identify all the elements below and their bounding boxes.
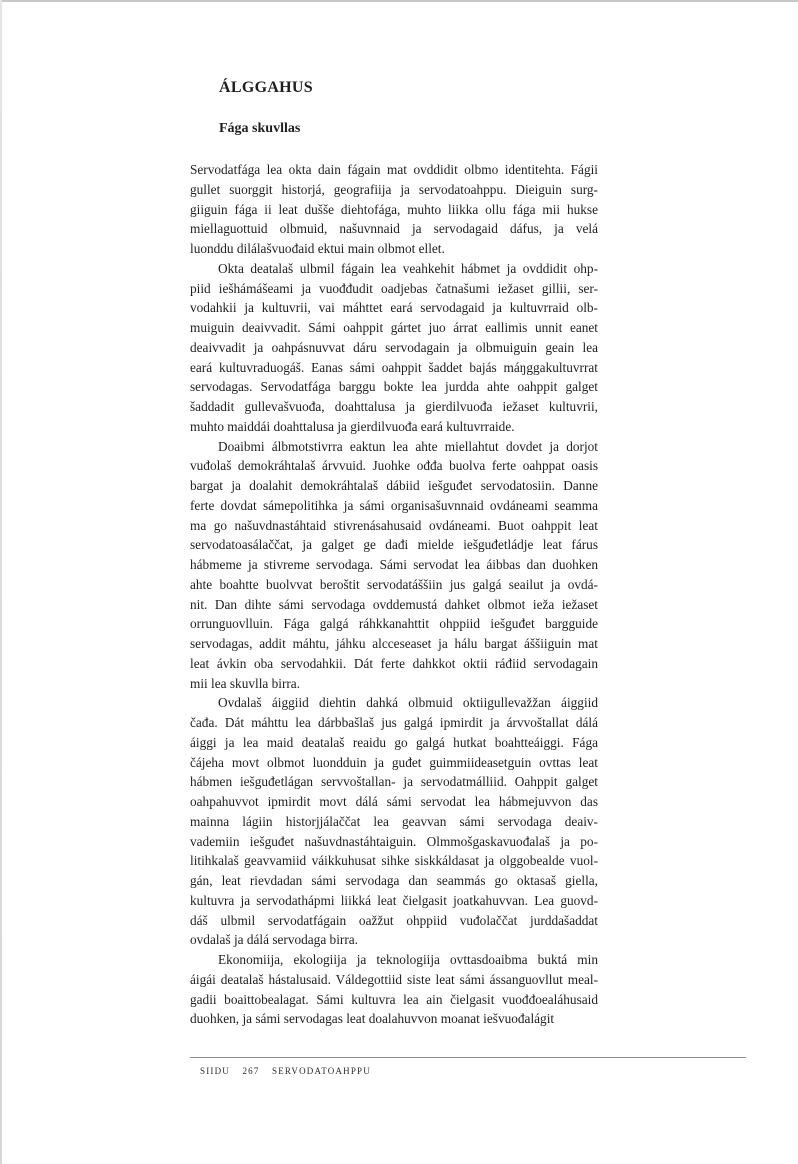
text-line: gadii boaittobealagat. Sámi kultuvra lea ain čielgasit vuođđoealáhusaid <box>190 991 598 1007</box>
text-line: luonddu dilálašvuođaid ektui main olbmot ellet. <box>190 241 445 256</box>
text-line: duohken, ja sámi servodagas leat doalahuvvon moanat iešvuođalágit <box>190 1011 555 1027</box>
text-line: muiguin deaivvadit. Sámi oahppit gártet juo árrat eallimis unnit eanet <box>190 320 598 335</box>
paragraph <box>190 950 598 1029</box>
text-line: áigái deatalaš hástalusaid. Váldegottiid siste leat sámi ássanguovllut meal- <box>190 971 598 987</box>
text-line: eará kultuvraduogáš. Eanas sámi oahppit šaddet bajás máŋggakultuvrrat <box>190 359 598 375</box>
text-line: servodatoasálaččat, ja galget ge dađi mielde iešguđetládje leat fárus <box>190 537 598 553</box>
text-line: oahpahuvvot ipmirdit movt dálá sámi servodat lea hábmejuvvon das <box>190 794 598 809</box>
footer-page-number: 267 <box>242 1066 260 1076</box>
text-line: Servodatfága lea okta dain fágain mat ovddidit olbmo identitehta. Fágii <box>190 162 598 177</box>
text-line: Ovdalaš áiggiid diehtin dahká olbmuid oktiigullevažžan áiggiid <box>218 695 598 711</box>
text-line: ahte boahtte buolvvat beroštit servodatáššiin jus galgá seailut ja ovdá- <box>190 576 598 592</box>
text-line: hábmen iešguđetlágan servvoštallan- ja servodatmálliid. Oahppit galget <box>190 774 598 790</box>
text-line: bargat ja doalahit demokráhtalaš dábiid iešguđet servodatosiin. Danne <box>190 478 598 493</box>
text-line: piid iešhámášeami ja vuođđudit oadjebas čatnašumi iežaset gillii, ser- <box>190 280 598 296</box>
text-line: gullet suorggit historjá, geografiija ja servodatoahppu. Dieiguin surg- <box>190 181 598 197</box>
text-line: Doaibmi álbmotstivrra eaktun lea ahte miellahtut dovdet ja dorjot <box>218 438 598 454</box>
text-line: vuđolaš demokráhtalaš árvvuid. Juohke ođđa buolva ferte oahppat oasis <box>190 458 598 474</box>
text-line: leat ávkin oba servodahkii. Dát ferte dahkkot oktii ráđiid servodagain <box>190 655 598 671</box>
text-line: deaivvadit ja oahpásnuvvat dáru servodagain ja olbmuiguin geain lea <box>190 339 598 355</box>
text-line: vademiin iešguđet našuvdnastáhtaiguin. Olmmošgaskavuođalaš ja po- <box>190 833 598 849</box>
text-line: kultuvra ja servodathápmi liikká leat čielgasit joatkahuvvan. Lea guovd- <box>190 892 598 908</box>
paragraph <box>190 259 598 437</box>
text-line: orrunguovlluin. Fága galgá ráhkkanahttit ohppiid iešguđet bargguide <box>190 616 598 632</box>
chapter-heading: ÁLGGAHUS <box>219 79 313 96</box>
text-line: čađa. Dát máhttu lea dárbbašlaš jus galgá ipmirdit ja árvvoštallat dálá <box>190 715 598 730</box>
page-footer <box>200 1066 380 1076</box>
body-text <box>190 160 598 1029</box>
text-line: muhto maiddái doahttalusa ja gierdilvuođa eará kultuvrraide. <box>190 418 515 434</box>
text-line: mainna lágiin historjjálaččat lea geavvan sámi servodaga deaiv- <box>190 813 598 829</box>
text-line: ma go našuvdnastáhtaid stivrenásahusaid ovdáneami. Buot oahppit leat <box>190 517 598 533</box>
text-line: mii lea skuvlla birra. <box>190 675 301 691</box>
paragraph <box>190 437 598 694</box>
text-line: áiggi ja lea maid deatalaš reaidu go galgá hutkat boahtteáiggi. Fága <box>190 734 598 750</box>
section-subheading: Fága skuvllas <box>219 121 301 136</box>
text-line: Okta deatalaš ulbmil fágain lea veahkehit hábmet ja ovddidit ohp- <box>218 260 598 276</box>
text-line: miellaguottuid olbmuid, našuvnnaid ja servodagaid dáfus, ja velá <box>190 221 598 237</box>
footer-section-label: SIIDU <box>200 1066 230 1076</box>
text-line: ferte dovdat sámepolitihka ja sámi organisašuvnnaid ovdáneami seamma <box>190 497 598 513</box>
text-line: dáš ulbmil servodatfágain oažžut ohppiid vuđolaččat jurddašaddat <box>190 912 598 928</box>
text-line: servodagas. Servodatfága barggu bokte lea jurdda ahte oahppit galget <box>190 379 598 395</box>
paragraph <box>190 160 598 259</box>
text-line: čájeha movt olbmot luondduin ja guđet guimmiideasetguin ovttas leat <box>190 754 598 770</box>
text-line: litihkalaš geavvamiid váikkuhusat sihke siskkáldasat ja olggobealde vuol- <box>190 853 598 869</box>
text-line: ovdalaš ja dálá servodaga birra. <box>190 932 358 948</box>
text-line: šaddadit gullevašvuođa, doahttalusa ja gierdilvuođa iežaset kultuvrii, <box>190 399 598 414</box>
footer-title: SERVODATOAHPPU <box>272 1066 371 1076</box>
scan-edge-left <box>0 0 2 1164</box>
text-line: gán, leat rievdadan sámi servodaga dan seammás go oktasaš giella, <box>190 873 598 888</box>
text-line: hábmeme ja stivreme servodaga. Sámi servodat lea áibbas dan duohken <box>190 557 598 572</box>
text-line: Ekonomiija, ekologiija ja teknologiija ovttasdoaibma buktá min <box>218 952 598 967</box>
text-line: nit. Dan dihte sámi servodaga ovddemustá dahket olbmot ieža iežaset <box>190 596 598 612</box>
paragraph <box>190 693 598 950</box>
footer-rule <box>190 1057 746 1058</box>
text-line: servodagas, addit máhtu, jáhku alcceseaset ja hálu bargat áššiiguin mat <box>190 636 598 651</box>
text-line: giiguin fága ii leat dušše diehtofága, muhto liikka ollu fága mii hukse <box>190 201 598 217</box>
scan-edge-top <box>0 0 798 2</box>
text-line: vodahkii ja kultuvrii, vai máhttet eará servodagaid ja kultuvrraid olb- <box>190 300 598 316</box>
